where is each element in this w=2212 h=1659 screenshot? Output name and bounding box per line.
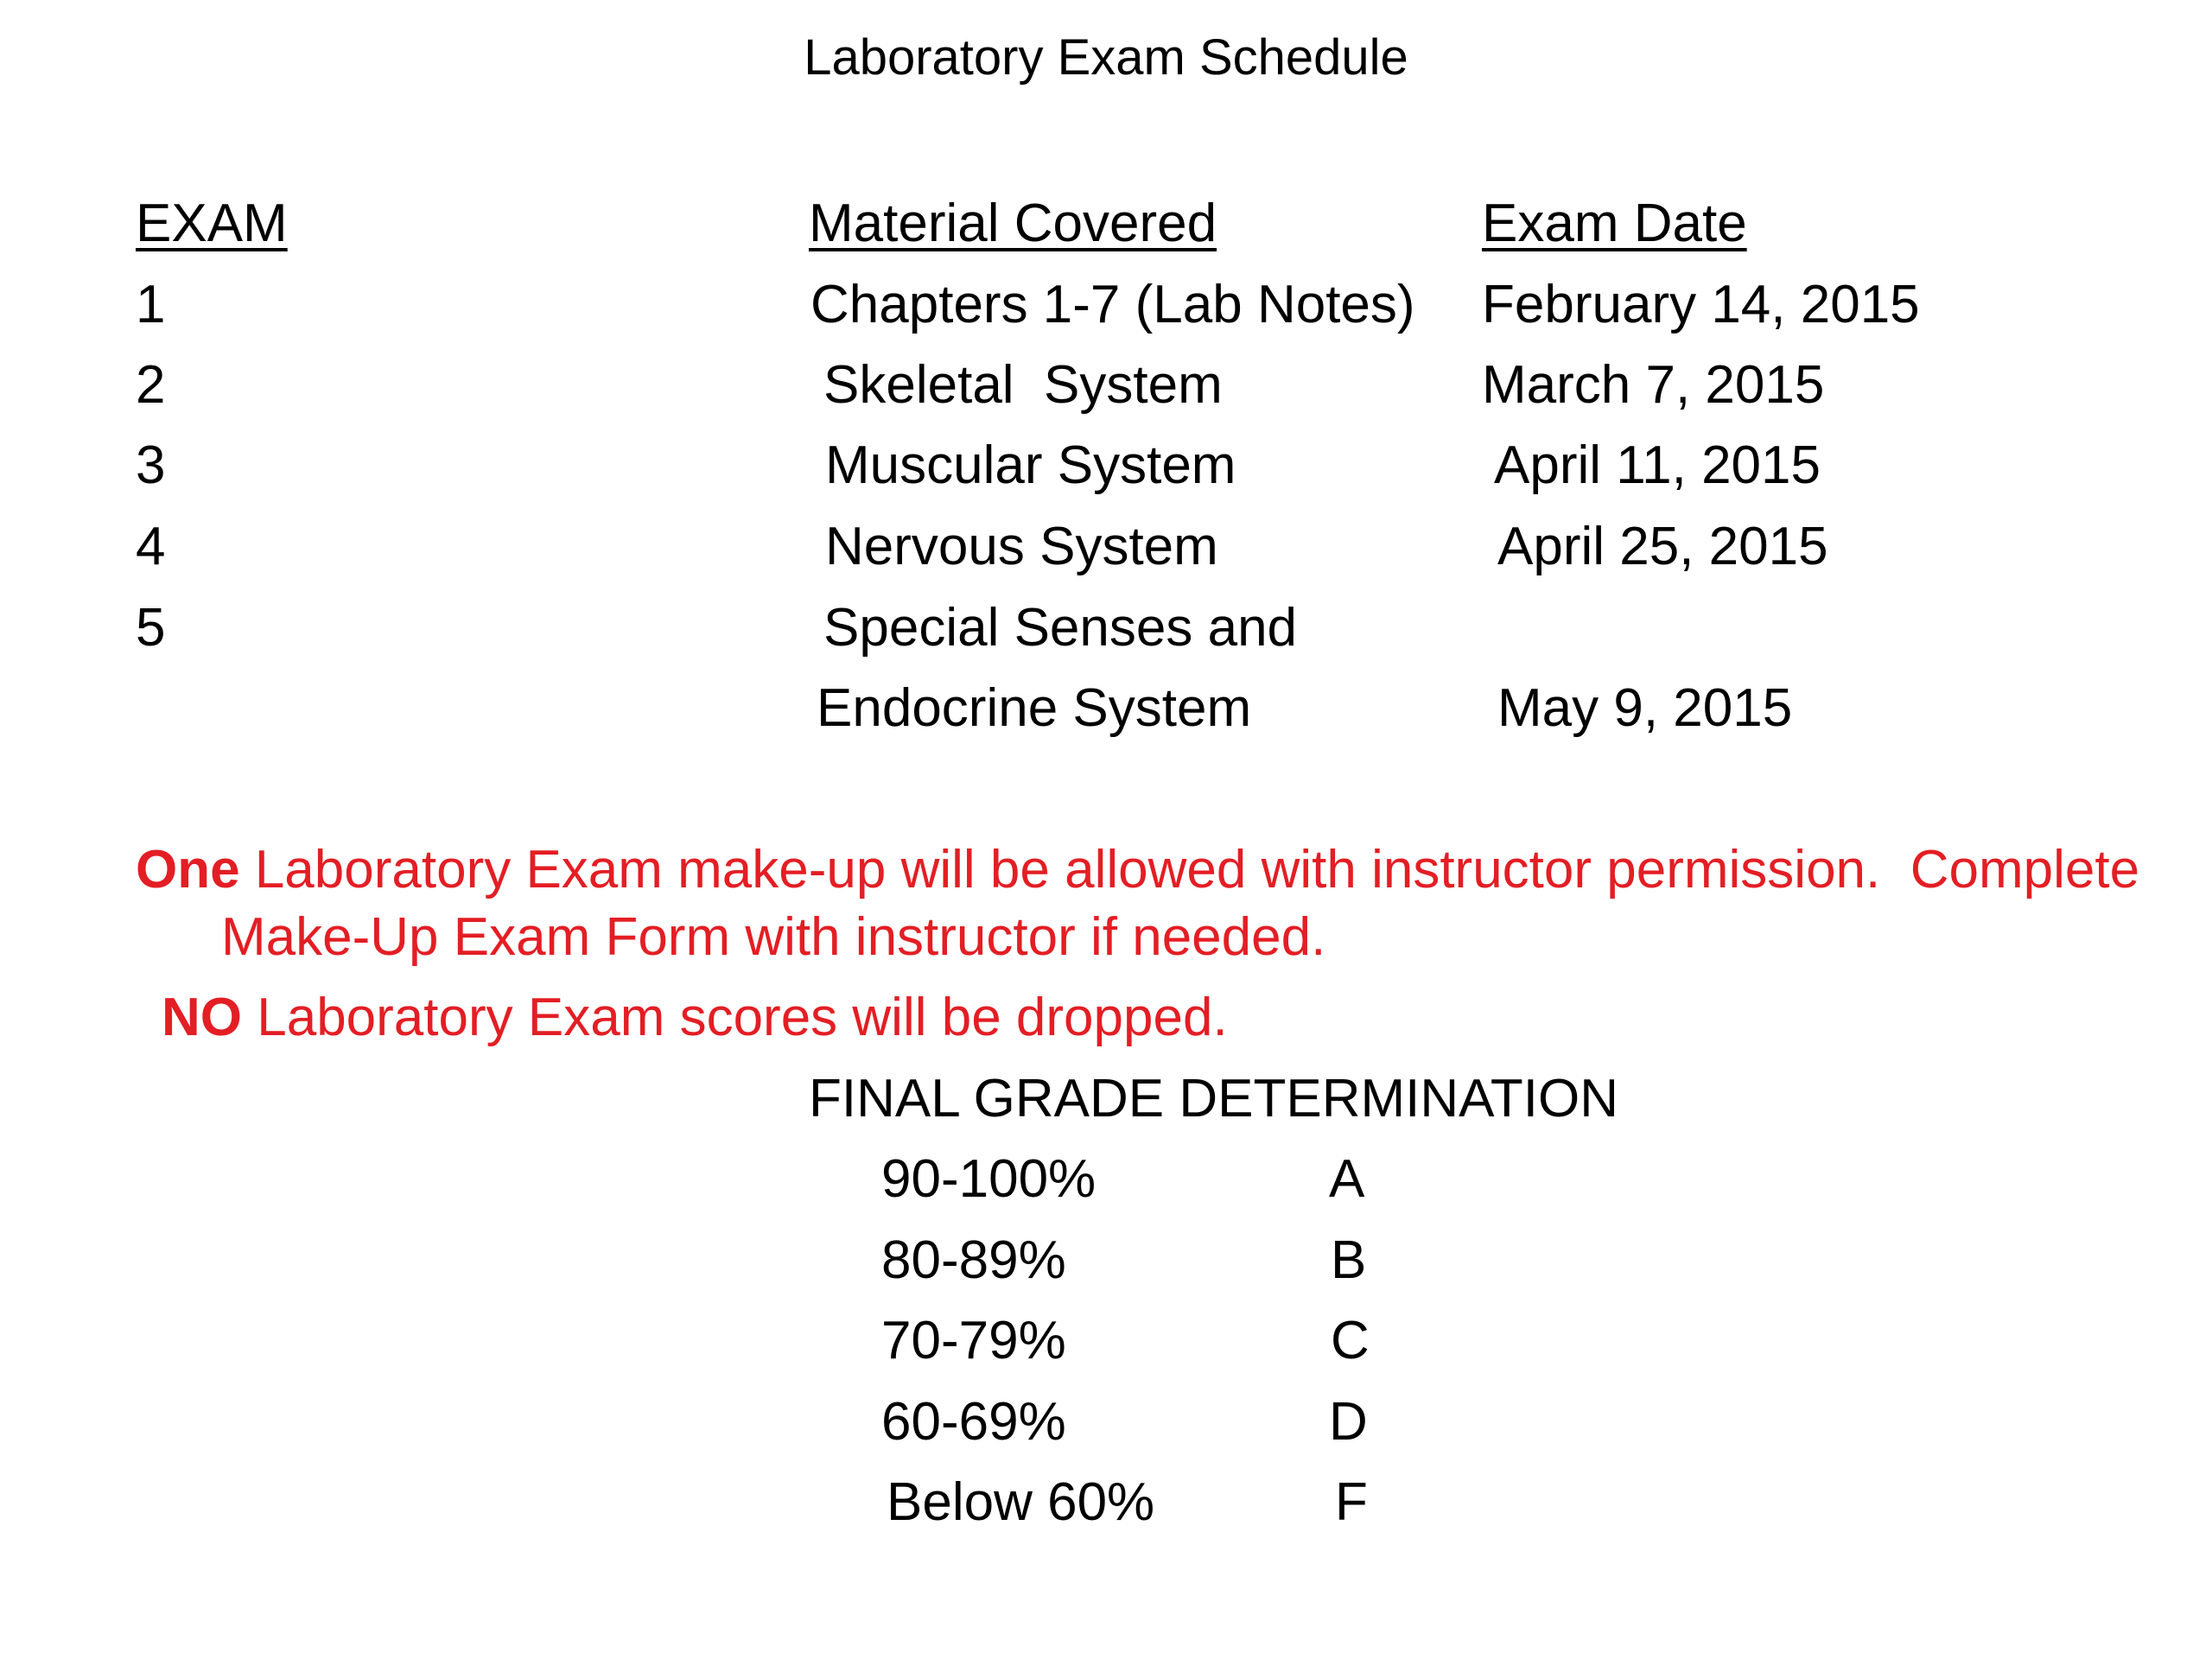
grade-range: 80-89% — [881, 1230, 1066, 1290]
material-covered: Nervous System — [825, 517, 1218, 576]
exam-date: April 11, 2015 — [1494, 435, 1821, 495]
makeup-text: Laboratory Exam make-up will be allowed with instructor permission. Complete — [239, 840, 2140, 899]
grade-range: Below 60% — [887, 1472, 1155, 1532]
exam-number: 5 — [136, 598, 166, 658]
exam-number: 1 — [136, 275, 166, 334]
material-covered: Skeletal System — [823, 355, 1223, 415]
grade-range: 90-100% — [881, 1149, 1096, 1209]
exam-number: 3 — [136, 435, 166, 495]
exam-date: March 7, 2015 — [1482, 355, 1825, 415]
grade-range: 60-69% — [881, 1392, 1066, 1452]
page-title: Laboratory Exam Schedule — [804, 29, 1408, 86]
grade-letter: B — [1331, 1230, 1367, 1290]
material-covered-line2: Endocrine System — [817, 678, 1252, 738]
header-exam: EXAM — [136, 194, 288, 253]
header-exam-date: Exam Date — [1482, 194, 1747, 253]
header-material-covered: Material Covered — [809, 194, 1217, 253]
exam-date: May 9, 2015 — [1497, 678, 1793, 738]
exam-number: 2 — [136, 355, 166, 415]
makeup-policy-line1 — [136, 840, 2140, 899]
exam-number: 4 — [136, 517, 166, 576]
grade-letter: A — [1329, 1149, 1365, 1209]
exam-date: February 14, 2015 — [1482, 275, 1920, 334]
grading-title: FINAL GRADE DETERMINATION — [809, 1069, 1618, 1128]
dropped-emphasis: NO — [162, 988, 242, 1047]
makeup-policy-line2: Make-Up Exam Form with instructor if needed. — [221, 907, 1326, 967]
grade-range: 70-79% — [881, 1311, 1066, 1370]
material-covered: Chapters 1-7 (Lab Notes) — [810, 275, 1415, 334]
material-covered: Muscular System — [825, 435, 1236, 495]
dropped-text: Laboratory Exam scores will be dropped. — [242, 988, 1228, 1047]
dropped-policy — [162, 988, 1228, 1047]
exam-date: April 25, 2015 — [1497, 517, 1828, 576]
grade-letter: C — [1331, 1311, 1370, 1370]
grade-letter: F — [1335, 1472, 1368, 1532]
material-covered: Special Senses and — [823, 598, 1298, 658]
makeup-emphasis: One — [136, 840, 240, 899]
grade-letter: D — [1329, 1392, 1368, 1452]
